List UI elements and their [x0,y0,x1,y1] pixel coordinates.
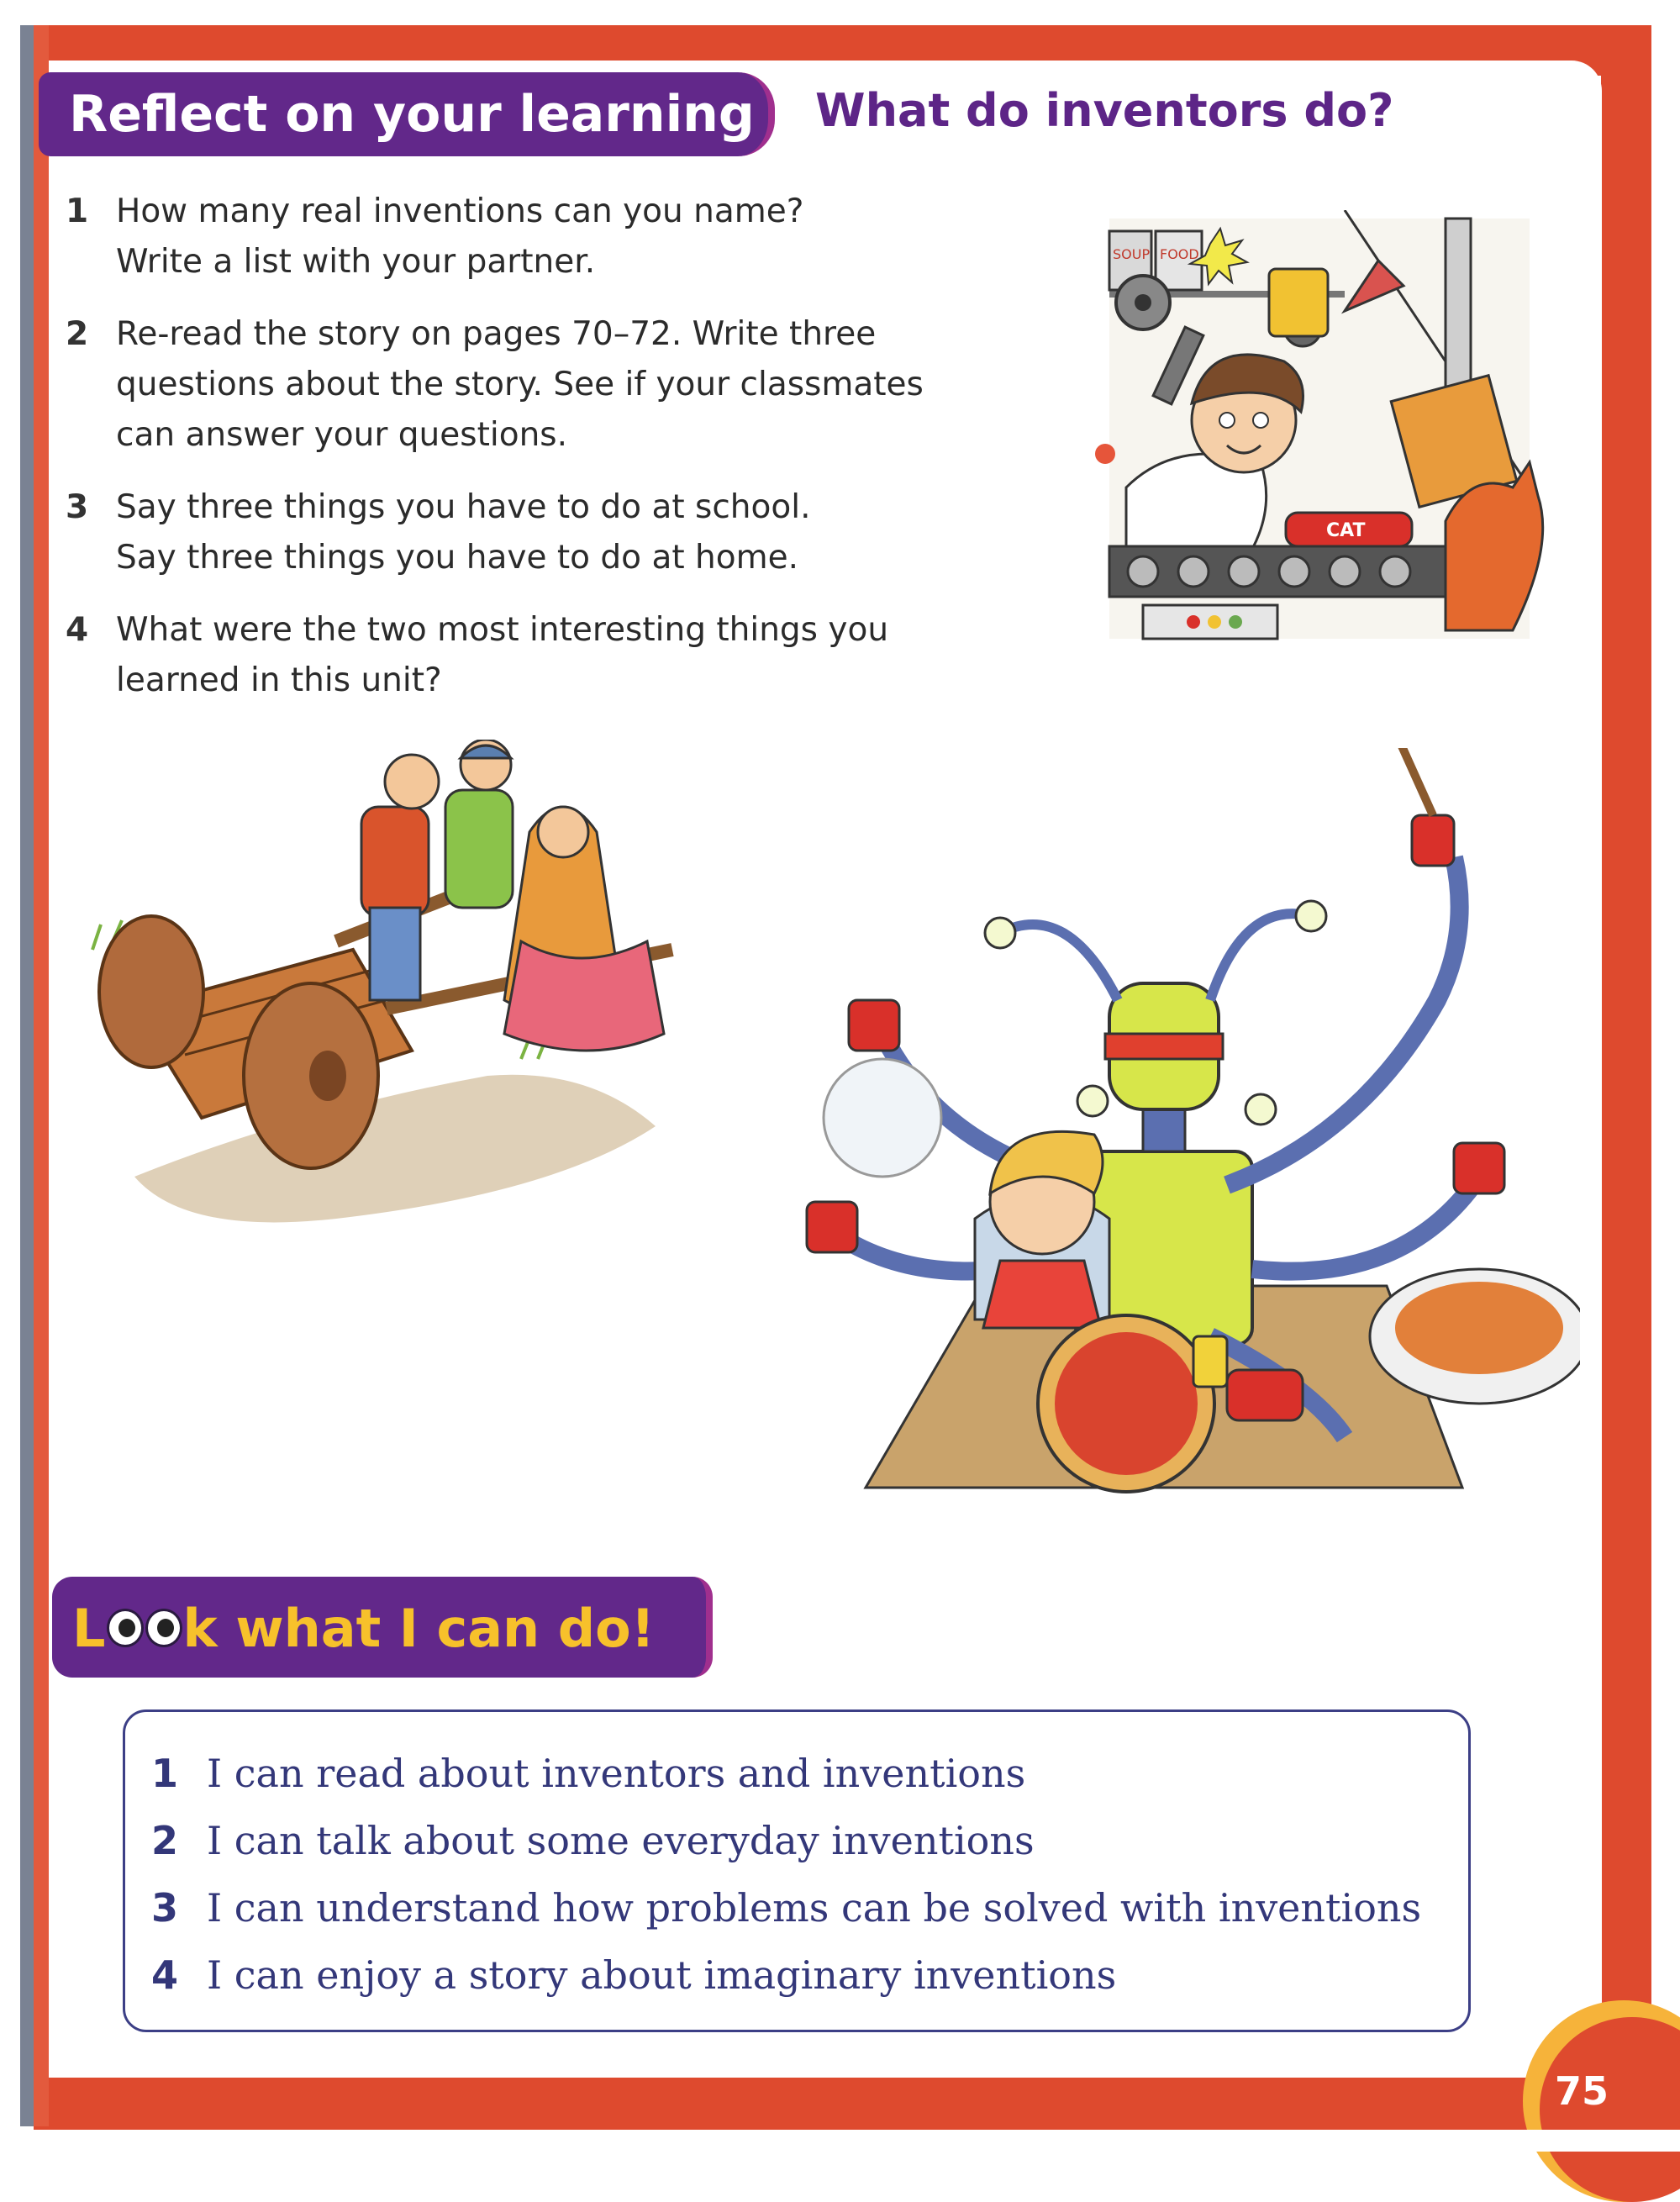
boy-tunic [445,790,513,908]
can-do-number: 2 [151,1818,179,1863]
boy-head [385,755,439,809]
robot-hand [1454,1143,1504,1193]
checked-bib [983,1261,1101,1328]
eye-icon [1246,1094,1276,1125]
look-section-title [72,1590,655,1666]
can-do-text: I can read about inventors and inventions [207,1751,1026,1796]
question-item [66,605,1032,706]
cat-bowl-label: CAT [1326,520,1366,541]
question-item [66,309,1032,461]
gear-icon [1229,556,1259,587]
page-bottom-margin [0,2130,1680,2152]
robot-illustration [756,748,1580,1530]
gear-icon [1128,556,1158,587]
can-do-item [151,1740,1446,1807]
question-line: How many real inventions can you name? [116,192,804,230]
wheel-hub [309,1051,346,1101]
gear-icon [1279,556,1309,587]
eye-icon [985,918,1015,948]
question-line: Say three things you have to do at school. [116,488,811,526]
alarm-light [1095,444,1115,464]
cart-illustration [84,740,723,1261]
subtitle: What do inventors do? [815,84,1394,137]
can-do-number: 3 [151,1885,179,1931]
question-number: 3 [66,488,89,526]
robot-antenna [1000,925,1118,1000]
duster-handle [1395,748,1433,815]
robot-hand [849,1000,899,1051]
frame-right [1601,25,1651,2126]
can-do-text: I can understand how problems can be solved with inventions [207,1885,1422,1931]
robot-hand [807,1202,857,1252]
gear-hub [1135,294,1151,311]
dish-bubbles [824,1059,941,1177]
spring-arm [1446,219,1471,395]
cart-wheel [99,916,203,1067]
can-do-text: I can talk about some everyday inventions [207,1818,1035,1863]
robot-antenna [1210,914,1311,1000]
question-number: 4 [66,611,89,649]
pizza-sauce [1055,1332,1198,1475]
robot-arm [1252,1177,1479,1272]
question-line: Say three things you have to do at home. [116,539,798,577]
question-line: learned in this unit? [116,661,442,699]
can-do-number: 1 [151,1751,179,1796]
robot-hand [1227,1370,1303,1420]
eye-icon [145,1609,182,1647]
question-line: can answer your questions. [116,416,568,454]
gear-icon [1380,556,1410,587]
robot-hand [1412,815,1454,866]
question-number: 1 [66,192,89,230]
frame-bottom [34,2076,1651,2130]
look-title-rest: k what I can do! [182,1597,656,1659]
eye-icon [107,1609,144,1647]
eye-icon [1253,413,1268,428]
panel-button [1187,615,1200,629]
inventor-lab-illustration [1093,210,1546,689]
robot-arm [1227,857,1460,1185]
can-do-list [151,1740,1446,2009]
magnet-can [1269,269,1328,336]
question-list [66,187,1032,728]
girl-head [538,807,588,857]
girl-skirt [504,941,664,1051]
boy-shirt [361,807,429,916]
frame-left [34,25,49,2126]
eye-icon [1219,413,1235,428]
question-number: 2 [66,315,89,353]
question-line: Re-read the story on pages 70–72. Write three [116,315,877,353]
page-number: 75 [1555,2068,1609,2114]
can-label: FOOD [1160,246,1199,262]
can-do-number: 4 [151,1952,179,1998]
question-line: What were the two most interesting things you [116,611,889,649]
can-label: SOUP [1113,246,1151,262]
noodles [1395,1282,1563,1374]
eye-icon [1077,1086,1108,1116]
can-do-item [151,1941,1446,2009]
question-line: questions about the story. See if your classmates [116,366,924,403]
can-do-item [151,1874,1446,1941]
gear-icon [1330,556,1360,587]
robot-band [1105,1034,1223,1059]
question-line: Write a list with your partner. [116,243,596,281]
can-do-text: I can enjoy a story about imaginary inventions [207,1952,1117,1998]
panel-button [1229,615,1242,629]
eye-icon [1296,901,1326,931]
gear-icon [1178,556,1209,587]
drink-cup [1193,1336,1227,1387]
section-title: Reflect on your learning [69,85,755,144]
question-item [66,187,1032,287]
question-item [66,482,1032,583]
look-title-start: L [72,1597,106,1659]
boy-trousers [370,908,420,1000]
panel-button [1208,615,1221,629]
can-do-item [151,1807,1446,1874]
